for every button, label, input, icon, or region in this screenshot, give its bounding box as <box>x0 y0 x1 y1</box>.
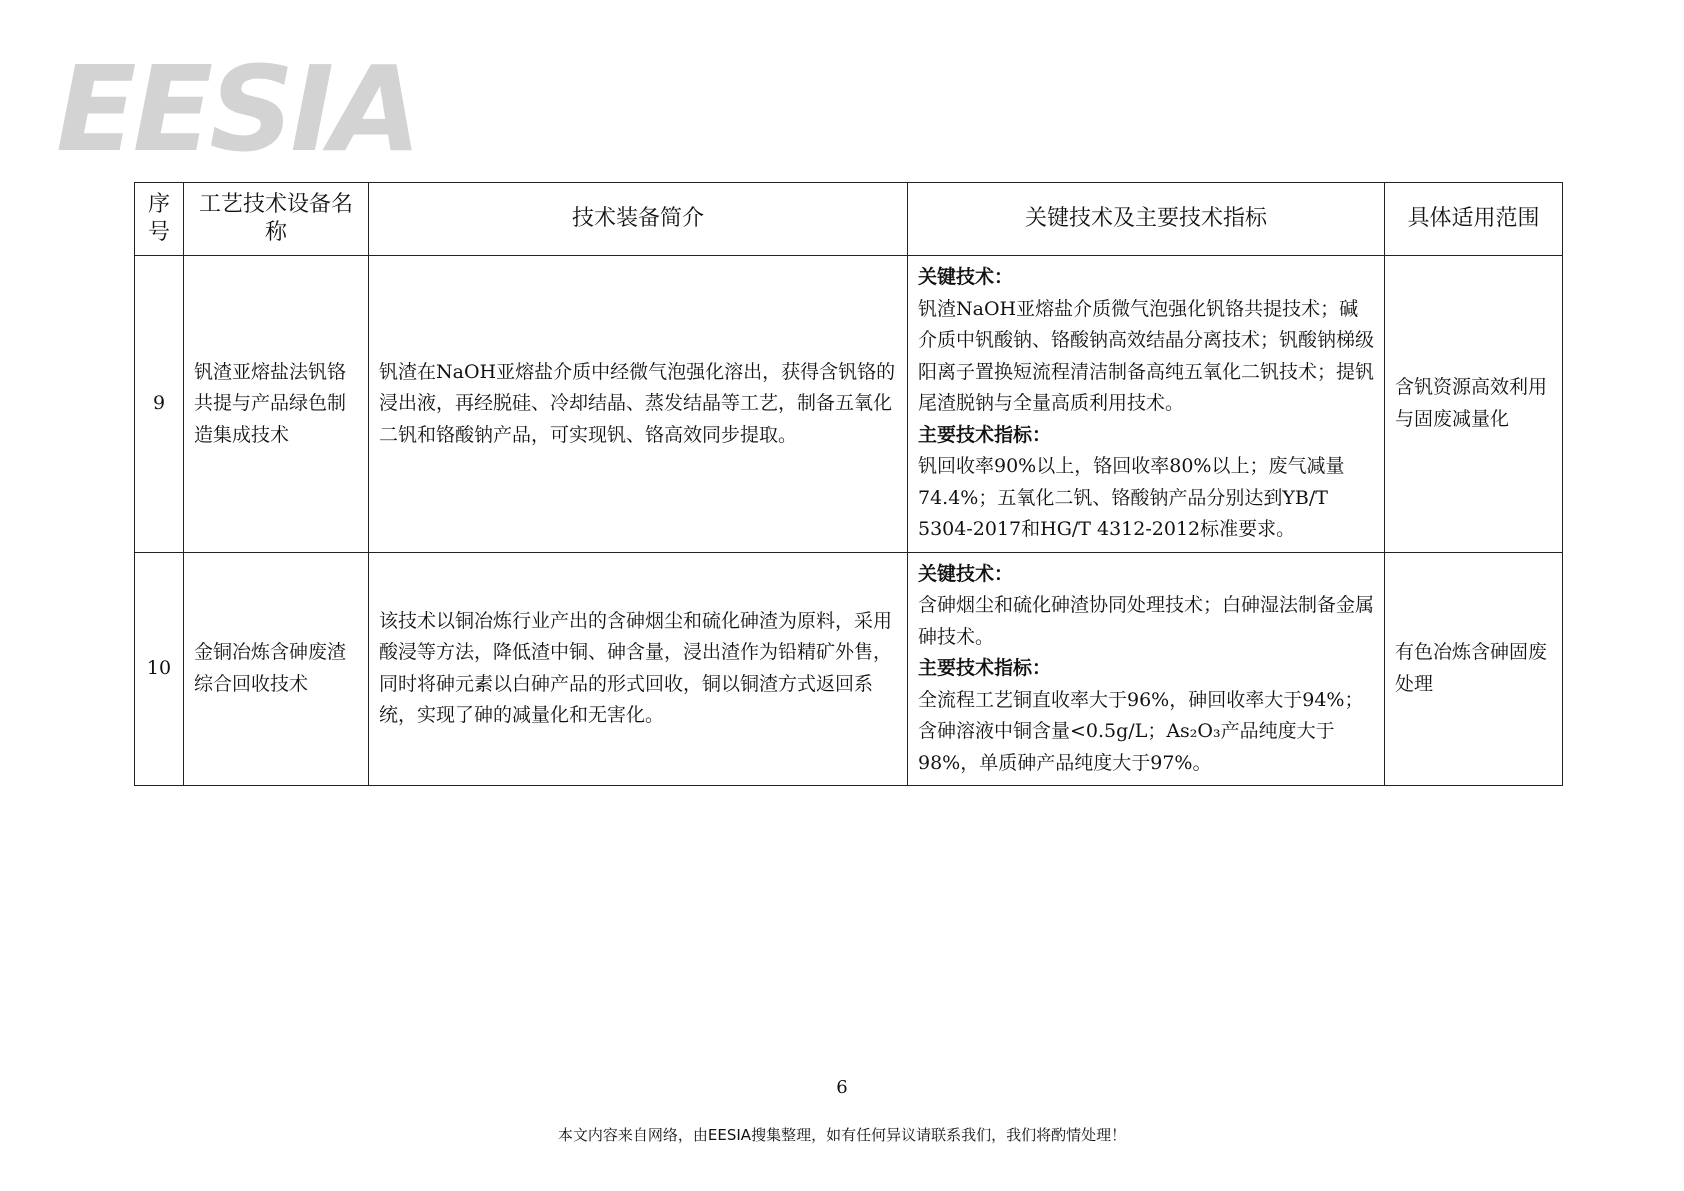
row-intro: 钒渣在NaOH亚熔盐介质中经微气泡强化溶出，获得含钒铬的浸出液，再经脱硅、冷却结晶、蒸发结晶等工艺，制备五氧化二钒和铬酸钠产品，可实现钒、铬高效同步提取。 <box>369 256 908 553</box>
table-header-row <box>135 183 1563 256</box>
row-scope: 含钒资源高效利用与固废减量化 <box>1385 256 1563 553</box>
key-tech-text: 含砷烟尘和硫化砷渣协同处理技术；白砷湿法制备金属砷技术。 <box>918 594 1375 648</box>
table-row <box>135 552 1563 786</box>
row-name: 钒渣亚熔盐法钒铬共提与产品绿色制造集成技术 <box>184 256 369 553</box>
key-tech-label: 关键技术： <box>918 562 1014 585</box>
header-index: 序号 <box>135 183 184 256</box>
technology-table <box>134 182 1563 786</box>
row-scope: 有色冶炼含砷固废处理 <box>1385 552 1563 786</box>
row-name: 金铜冶炼含砷废渣综合回收技术 <box>184 552 369 786</box>
eesia-watermark-logo: EESIA <box>56 40 418 178</box>
row-intro: 该技术以铜冶炼行业产出的含砷烟尘和硫化砷渣为原料，采用酸浸等方法，降低渣中铜、砷含量，浸出渣作为铅精矿外售，同时将砷元素以白砷产品的形式回收，铜以铜渣方式返回系统，实现了砷的减量化和无害化。 <box>369 552 908 786</box>
indicators-text <box>918 685 1374 780</box>
key-tech-text: 钒渣NaOH亚熔盐介质微气泡强化钒铬共提技术；碱介质中钒酸钠、铬酸钠高效结晶分离技术；钒酸钠梯级阳离子置换短流程清洁制备高纯五氧化二钒技术；提钒尾渣脱钠与全量高质利用技术。 <box>918 297 1375 414</box>
row-key-tech <box>908 552 1385 786</box>
key-tech-label: 关键技术： <box>918 266 1014 288</box>
header-intro: 技术装备简介 <box>369 183 908 256</box>
header-name: 工艺技术设备名称 <box>184 183 369 256</box>
indicators-label: 主要技术指标： <box>918 657 1052 679</box>
indicators-formula: As₂O₃ <box>1166 720 1221 742</box>
indicators-text-b: 产品纯度大于98%，单质砷产品纯度大于97%。 <box>918 720 1335 774</box>
row-key-tech <box>908 256 1385 553</box>
table-row <box>135 256 1563 553</box>
page-number: 6 <box>836 1077 848 1098</box>
row-index: 10 <box>135 552 184 786</box>
footer-note: 本文内容来自网络，由EESIA搜集整理，如有任何异议请联系我们，我们将酌情处理！ <box>557 1126 1127 1144</box>
header-scope: 具体适用范围 <box>1385 183 1563 256</box>
indicators-label: 主要技术指标： <box>918 423 1052 446</box>
header-key-tech: 关键技术及主要技术指标 <box>908 183 1385 256</box>
indicators-text: 钒回收率90%以上，铬回收率80%以上；废气减量74.4%；五氧化二钒、铬酸钠产品分别达到YB/T 5304-2017和HG/T 4312-2012标准要求。 <box>918 455 1345 540</box>
row-index: 9 <box>135 256 184 553</box>
indicators-text-a: 全流程工艺铜直收率大于96%，砷回收率大于94%；含砷溶液中铜含量<0.5g/L； <box>918 688 1364 742</box>
